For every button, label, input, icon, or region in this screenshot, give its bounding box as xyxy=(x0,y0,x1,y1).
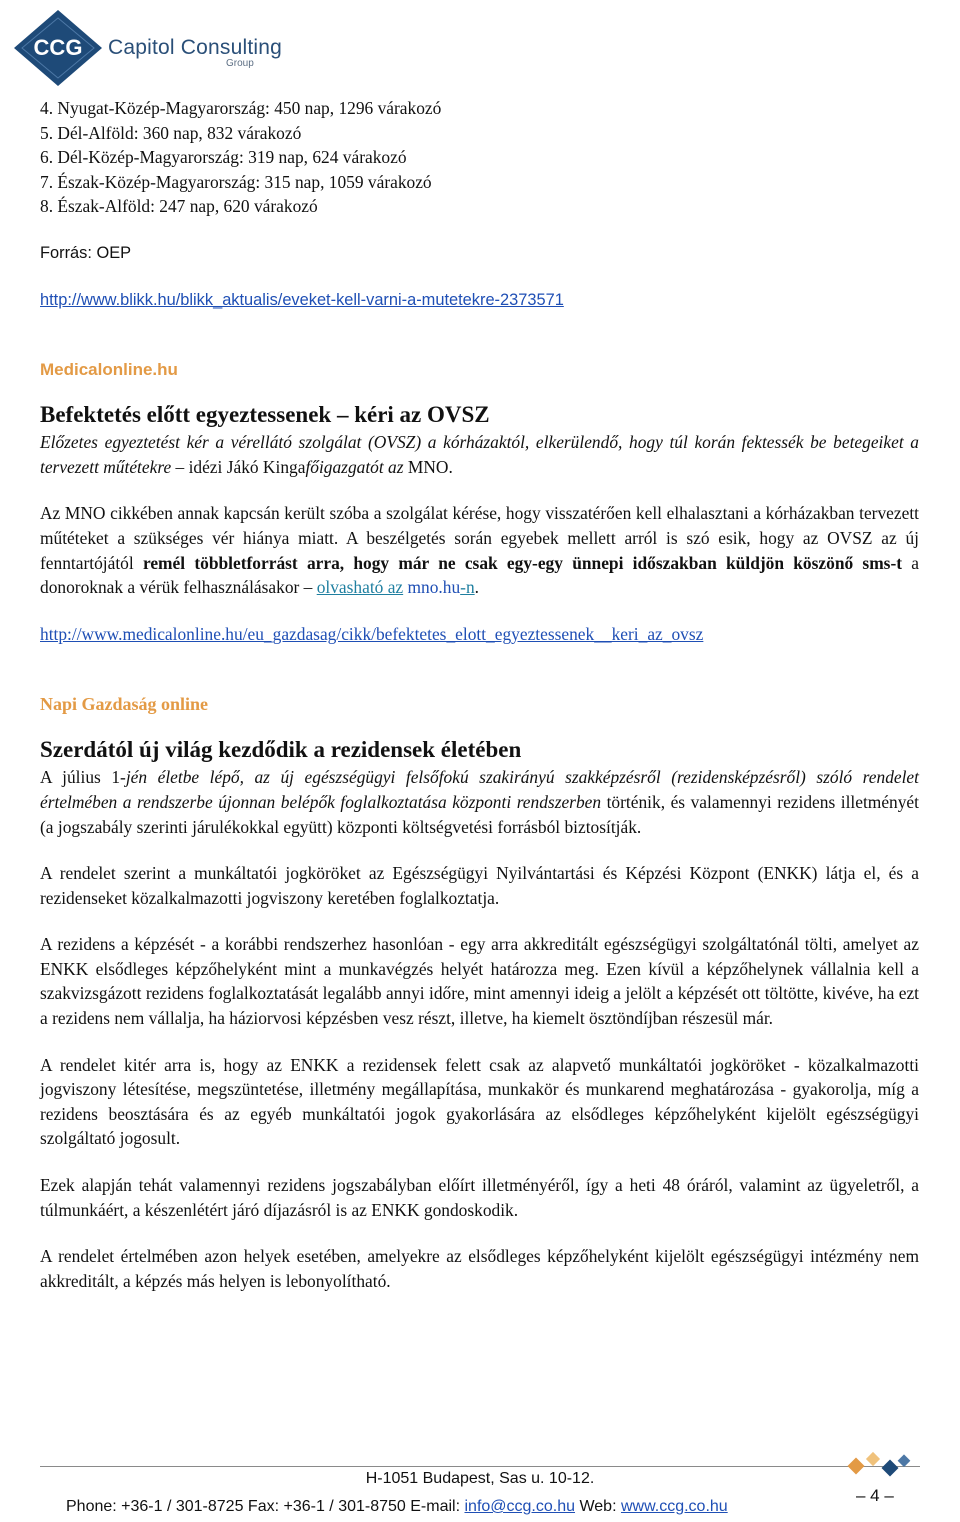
article1-source: Medicalonline.hu xyxy=(40,360,178,380)
logo-sub: Group xyxy=(226,58,254,69)
blikk-link[interactable]: http://www.blikk.hu/blikk_aktualis/eveket-kell-varni-a-mutetekre-2373571 xyxy=(40,290,564,309)
medicalonline-link[interactable]: http://www.medicalonline.hu/eu_gazdasag/cikk/befektetes_elott_egyeztessenek__keri_az_ovsz xyxy=(40,623,704,644)
article2-p4: A rendelet kitér arra is, hogy az ENKK a rezidensek felett csak az alapvető munkáltatói jogköröket - közalkalmazotti jogviszony létesítése, megszüntetése, illetmény megállapítása, munkakör és munkarend meghatározása - gyakorolja, míg a rezidens beosztására és az egyéb munkáltatói jogok gyakorlására az elsődleges képzőhelyként kijelölt egészségügyi szolgáltató jogosult. xyxy=(40,1054,919,1149)
list-item: 8. Észak-Alföld: 247 nap, 620 várakozó xyxy=(40,196,318,217)
article1-lead: Előzetes egyeztetést kér a vérellátó szolgálat (OVSZ) a kórházaktól, elkerülendő, hogy túl korán fektessék be betegeiket a tervezett műtétekre – idézi Jákó Kingafőigazgatót az MNO. xyxy=(40,432,919,477)
list-item: 5. Dél-Alföld: 360 nap, 832 várakozó xyxy=(40,122,302,143)
article2-source: Napi Gazdaság online xyxy=(40,694,209,715)
article2-p1: A július 1-jén életbe lépő, az új egészségügyi felsőfokú szakirányú szakképzésről (rezidensképzésről) szóló rendelet értelmében a rendszerbe újonnan belépők foglalkoztatása központi rendszerben történik, és valamennyi rezidens illetményét (a jogszabály szerinti járulékokkal együtt) központi költségvetési forrásból biztosítják. xyxy=(40,767,919,837)
article2-p2: A rendelet szerint a munkáltatói jogköröket az Egészségügyi Nyilvántartási és Képzési Központ (ENKK) látja el, és a rezidenseket közalkalmazotti jogviszony keretében foglalkoztatja. xyxy=(40,863,919,908)
list-item: 4. Nyugat-Közép-Magyarország: 450 nap, 1296 várakozó xyxy=(40,98,442,118)
article1-title: Befektetés előtt egyeztessenek – kéri az OVSZ xyxy=(40,402,490,428)
article2-p5: Ezek alapján tehát valamennyi rezidens jogszabályban előírt illetményéről, így a heti 48 óráról, valamint az ügyeletről, a túlmunkáért, a készenlétért járó díjazásról is az ENKK gondoskodik. xyxy=(40,1175,919,1220)
logo-mark: CCG xyxy=(33,35,83,60)
email-link[interactable]: info@ccg.co.hu xyxy=(464,1498,576,1515)
logo-name: Capitol Consulting xyxy=(108,36,283,59)
footer-address: H-1051 Budapest, Sas u. 10-12. xyxy=(365,1470,595,1487)
mno-link[interactable]: -n xyxy=(460,577,475,598)
article1-body: Az MNO cikkében annak kapcsán került szóba a szolgálat kérése, hogy visszatérően kell elhalasztani a kórházakban tervezett műtéteket a szükséges vér hiánya miatt. A beszélgetés során egyebek mellett arról is szó esik, hogy az OVSZ az új fenntartójától remél többletforrást arra, hogy már ne csak egy-egy ünnepi időszakban küldjön köszönő sms-t a donoroknak a vérük felhasználásakor – olvasható az mno.hu-n. xyxy=(40,503,919,598)
article2-title: Szerdától új világ kezdődik a rezidensek életében xyxy=(40,737,522,763)
list-item: 7. Észak-Közép-Magyarország: 315 nap, 1059 várakozó xyxy=(40,171,432,192)
region-list xyxy=(40,96,919,219)
page-number: – 4 – xyxy=(856,1486,894,1505)
ccg-diamond-icon xyxy=(12,8,104,88)
source-label: Forrás: OEP xyxy=(40,243,132,262)
document-body xyxy=(40,96,919,1293)
list-item: 6. Dél-Közép-Magyarország: 319 nap, 624 várakozó xyxy=(40,147,407,168)
footer-divider xyxy=(40,1466,920,1467)
article2-p3: A rezidens a képzését - a korábbi rendszerhez hasonlóan - egy arra akkreditált egészségügyi szolgáltatónál tölti, amelyet az ENKK elsődleges képzőhelyként mint a munkavégzés helyét határozza meg. Ezen kívül a képzőhelynek vállalnia kell a szakvizsgázott rezidens foglalkoztatását legalább annyi időre, mint amennyi ideig a jelölt a képzését ott töltötte, kivéve, ha ezt a rezidens nem vállalja, ha háziorvosi képzésben vesz részt, illetve, ha kiemelt ösztöndíjban részesül már. xyxy=(40,934,919,1029)
article2-p6: A rendelet értelmében azon helyek esetében, amelyekre az elsődleges képzőhelyként kijelölt egészségügyi intézmény nem akkreditált, a képzés más helyen is lebonyolítható. xyxy=(40,1246,919,1291)
olvashato-link[interactable]: olvasható az xyxy=(316,577,404,598)
footer-contact: Phone: +36-1 / 301-8725 Fax: +36-1 / 301-8750 E-mail: info@ccg.co.hu Web: www.ccg.co.hu xyxy=(66,1498,728,1515)
web-link[interactable]: www.ccg.co.hu xyxy=(620,1498,728,1515)
decorative-squares-icon xyxy=(846,1450,916,1482)
company-logo xyxy=(12,8,312,88)
